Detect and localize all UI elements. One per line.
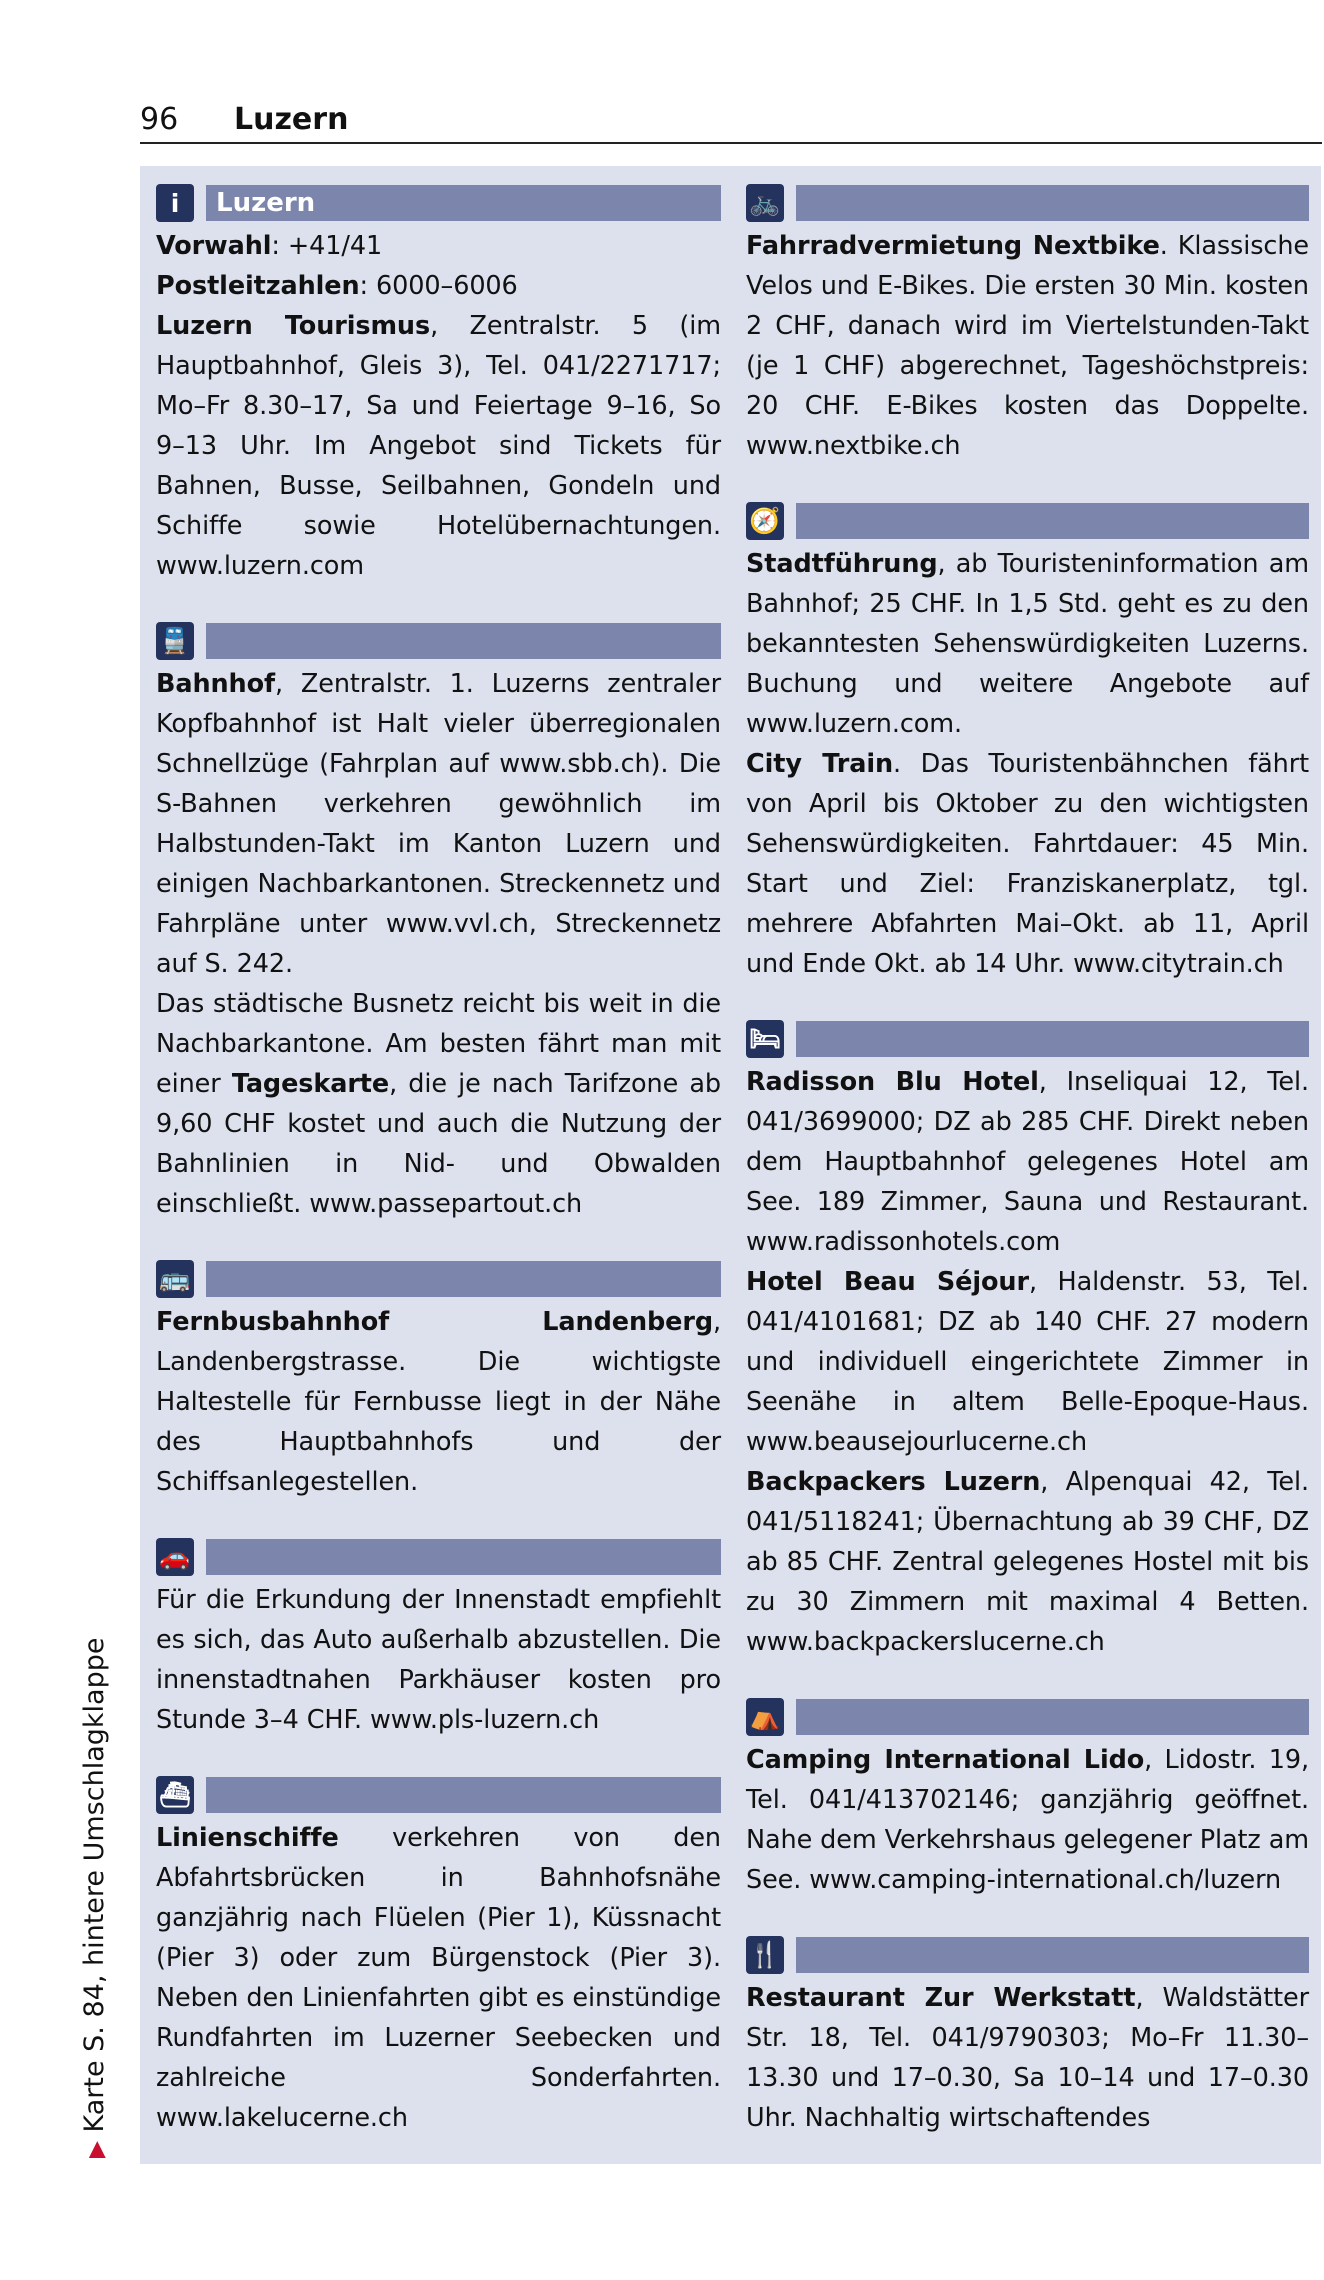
paragraph: City Train. Das Touristenbähnchen fährt von April bis Oktober zu den wichtigsten Sehenswürdigkeiten. Fahrtdauer: 45 Min. Start und Ziel: Franziskanerplatz, tgl. mehrere Abfahrten Mai–Okt. ab 11, April und Ende Okt. ab 14 Uhr. www.citytrain.ch <box>746 749 1309 979</box>
section-car <box>156 1538 721 1740</box>
section-header <box>746 184 1309 222</box>
train-icon: 🚆 <box>156 622 194 660</box>
section-bike <box>746 184 1309 466</box>
info-icon: i <box>156 184 194 222</box>
ship-icon: ⛴ <box>156 1776 194 1814</box>
right-column <box>746 184 1309 2174</box>
paragraph: Luzern Tourismus, Zentralstr. 5 (im Hauptbahnhof, Gleis 3), Tel. 041/2271717; Mo–Fr 8.30–17, Sa und Feiertage 9–16, So 9–13 Uhr. Im Angebot sind Tickets für Bahnen, Busse, Seilbahnen, Gondeln und Schiffe sowie Hotelübernachtungen. www.luzern.com <box>156 311 722 581</box>
paragraph: Camping International Lido, Lidostr. 19, Tel. 041/413702146; ganzjährig geöffnet. Nahe dem Verkehrshaus gelegener Platz am See. www.camping-international.ch/luzern <box>746 1745 1309 1895</box>
info-box <box>140 166 1321 2164</box>
paragraph: Restaurant Zur Werkstatt, Waldstätter Str. 18, Tel. 041/9790303; Mo–Fr 11.30–13.30 und 17–0.30, Sa 10–14 und 17–0.30 Uhr. Nachhaltig wirtschaftendes <box>746 1983 1309 2133</box>
cutlery-icon: 🍴 <box>746 1936 784 1974</box>
bus-icon: 🚌 <box>156 1260 194 1298</box>
section-header <box>746 1936 1309 1974</box>
paragraph: Linienschiffe verkehren von den Abfahrtsbrücken in Bahnhofsnähe ganzjährig nach Flüelen (Pier 1), Küssnacht (Pier 3) oder zum Bürgenstock (Pier 3). Neben den Linienfahrten gibt es einstündige Rundfahrten im Luzerner Seebecken und zahlreiche Sonderfahrten. www.lakelucerne.ch <box>156 1823 721 2133</box>
arrow-icon: ▶ <box>84 2141 109 2158</box>
section-header <box>156 1776 721 1814</box>
paragraph: Hotel Beau Séjour, Haldenstr. 53, Tel. 041/4101681; DZ ab 140 CHF. 27 modern und individuell eingerichtete Zimmer in Seenähe in altem Belle-Epoque-Haus. www.beausejourlucerne.ch <box>746 1267 1309 1457</box>
section-header <box>156 1260 721 1298</box>
map-reference <box>80 1638 112 2158</box>
paragraph: Das städtische Busnetz reicht bis weit in die Nachbarkantone. Am besten fährt man mit einer Tageskarte, die je nach Tarifzone ab 9,60 CHF kostet und auch die Nutzung der Bahnlinien in Nid- und Obwalden einschließt. www.passepartout.ch <box>156 989 721 1219</box>
section-bar <box>206 1777 721 1813</box>
section-header <box>746 1698 1309 1736</box>
section-hotel <box>746 1020 1309 1662</box>
page-number: 96 <box>140 102 179 137</box>
left-column <box>156 184 721 2174</box>
paragraph: Fahrradvermietung Nextbike. Klassische Velos und E-Bikes. Die ersten 30 Min. kosten 2 CHF, danach wird im Viertelstunden-Takt (je 1 CHF) abgerechnet, Tageshöchstpreis: 20 CHF. E-Bikes kosten das Doppelte. www.nextbike.ch <box>746 231 1309 461</box>
bed-icon: 🛏 <box>746 1020 784 1058</box>
section-ship <box>156 1776 721 2138</box>
section-train <box>156 622 721 1224</box>
map-reference-text: Karte S. 84, hintere Umschlagklappe <box>79 1637 110 2133</box>
paragraph: Bahnhof, Zentralstr. 1. Luzerns zentraler Kopfbahnhof ist Halt vieler überregionalen Schnellzüge (Fahrplan auf www.sbb.ch). Die S-Bahnen verkehren gewöhnlich im Halbstunden-Takt im Kanton Luzern und einigen Nachbarkantonen. Streckennetz und Fahrpläne unter www.vvl.ch, Streckennetz auf S. 242. <box>156 669 721 979</box>
section-header <box>746 1020 1309 1058</box>
section-bar <box>206 1261 721 1297</box>
paragraph: Radisson Blu Hotel, Inseliquai 12, Tel. 041/3699000; DZ ab 285 CHF. Direkt neben dem Hauptbahnhof gelegenes Hotel am See. 189 Zimmer, Sauna und Restaurant. www.radissonhotels.com <box>746 1067 1309 1257</box>
section-header <box>746 502 1309 540</box>
section-bar <box>796 185 1309 221</box>
paragraph: Fernbusbahnhof Landenberg, Landenbergstrasse. Die wichtigste Haltestelle für Fernbusse liegt in der Nähe des Hauptbahnhofs und der Schiffsanlegestellen. <box>156 1307 721 1497</box>
section-bar <box>796 1021 1309 1057</box>
section-bar <box>206 623 721 659</box>
paragraph: Backpackers Luzern, Alpenquai 42, Tel. 041/5118241; Übernachtung ab 39 CHF, DZ ab 85 CHF. Zentral gelegenes Hostel mit bis zu 30 Zimmern mit maximal 4 Betten. www.backpackerslucerne.ch <box>746 1467 1309 1657</box>
section-tour <box>746 502 1309 984</box>
section-restaurant <box>746 1936 1309 2138</box>
bicycle-icon: 🚲 <box>746 184 784 222</box>
section-bar <box>206 1539 721 1575</box>
section-bar <box>796 1937 1309 1973</box>
paragraph: Postleitzahlen: 6000–6006 <box>156 271 518 301</box>
paragraph: Stadtführung, ab Touristeninformation am Bahnhof; 25 CHF. In 1,5 Std. geht es zu den bekanntesten Sehenswürdigkeiten Luzerns. Buchung und weitere Angebote auf www.luzern.com. <box>746 549 1309 739</box>
section-header <box>156 184 721 222</box>
section-camping <box>746 1698 1309 1900</box>
section-bar <box>796 1699 1309 1735</box>
paragraph: Vorwahl: +41/41 <box>156 231 383 261</box>
section-header <box>156 1538 721 1576</box>
car-icon: 🚗 <box>156 1538 194 1576</box>
section-bus <box>156 1260 721 1502</box>
paragraph: Für die Erkundung der Innenstadt empfiehlt es sich, das Auto außerhalb abzustellen. Die innenstadtnahen Parkhäuser kosten pro Stunde 3–4 CHF. www.pls-luzern.ch <box>156 1585 721 1735</box>
section-header <box>156 622 721 660</box>
section-bar <box>796 503 1309 539</box>
page-header <box>140 100 1322 144</box>
tent-icon: ⛺ <box>746 1698 784 1736</box>
compass-icon: 🧭 <box>746 502 784 540</box>
section-title: Luzern <box>206 185 721 221</box>
section-info <box>156 184 721 586</box>
page-title: Luzern <box>234 102 349 137</box>
